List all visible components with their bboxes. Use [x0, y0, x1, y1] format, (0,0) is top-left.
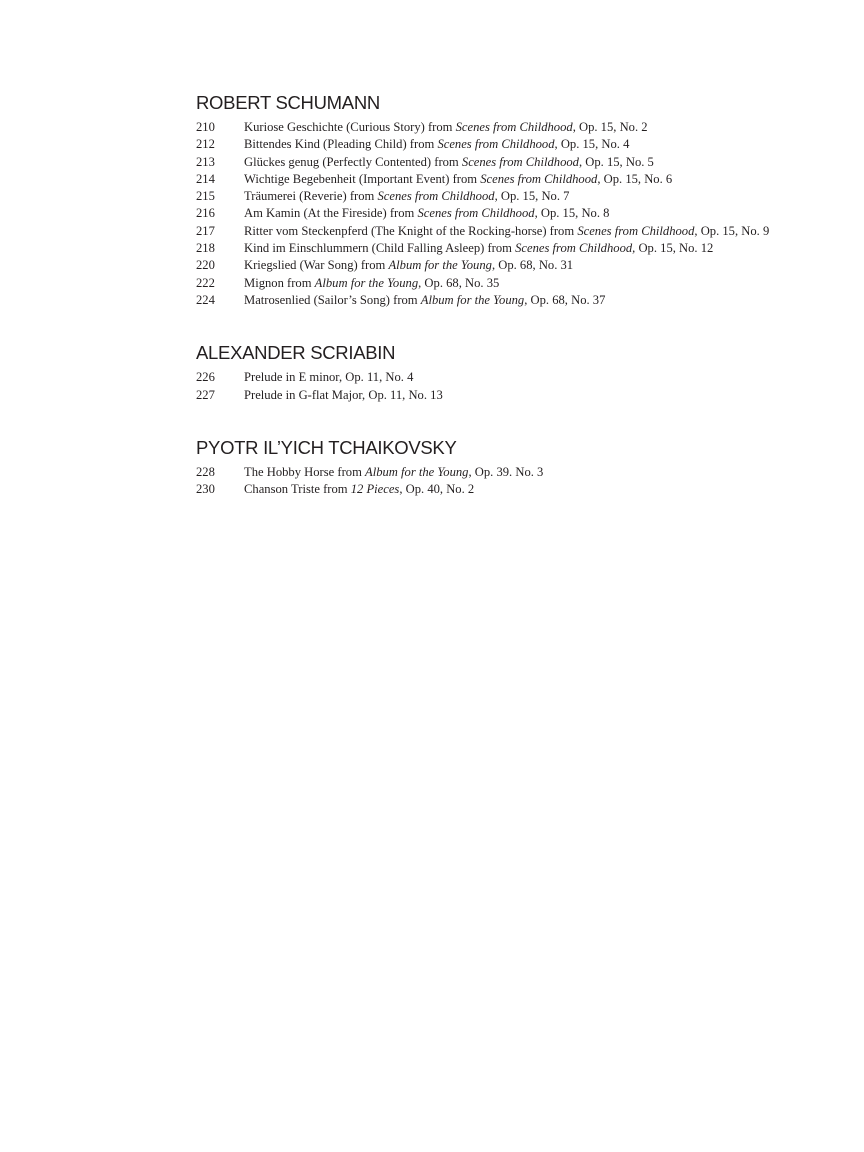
piece-title: Am Kamin (At the Fireside) from Scenes from Childhood, Op. 15, No. 8 — [244, 206, 610, 221]
page-number: 218 — [196, 241, 215, 256]
piece-title: Glückes genug (Perfectly Contented) from Scenes from Childhood, Op. 15, No. 5 — [244, 154, 654, 169]
page-number: 212 — [196, 137, 215, 152]
list-item — [196, 205, 856, 222]
page-number: 216 — [196, 206, 215, 221]
page-number: 227 — [196, 387, 215, 402]
piece-title: Chanson Triste from 12 Pieces, Op. 40, No. 2 — [244, 482, 475, 497]
page-number: 224 — [196, 292, 215, 307]
section-tchaikovsky — [196, 437, 856, 499]
list-item — [196, 171, 856, 188]
list-item — [196, 257, 856, 274]
page-number: 213 — [196, 154, 215, 169]
piece-title: Mignon from Album for the Young, Op. 68, No. 35 — [244, 275, 500, 290]
page-number: 214 — [196, 171, 215, 186]
list-item — [196, 223, 856, 240]
piece-title: Ritter vom Steckenpferd (The Knight of the Rocking-horse) from Scenes from Childhood, Op. 15, No. 9 — [244, 223, 770, 238]
list-item — [196, 154, 856, 171]
piece-title: Träumerei (Reverie) from Scenes from Childhood, Op. 15, No. 7 — [244, 189, 570, 204]
list-item — [196, 292, 856, 309]
piece-title: Matrosenlied (Sailor’s Song) from Album for the Young, Op. 68, No. 37 — [244, 292, 606, 307]
page-number: 226 — [196, 370, 215, 385]
piece-title: Kuriose Geschichte (Curious Story) from Scenes from Childhood, Op. 15, No. 2 — [244, 120, 648, 134]
list-item — [196, 464, 856, 481]
page-number: 222 — [196, 275, 215, 290]
list-item — [196, 240, 856, 257]
piece-title: The Hobby Horse from Album for the Young, Op. 39. No. 3 — [244, 464, 544, 479]
piece-title: Bittendes Kind (Pleading Child) from Scenes from Childhood, Op. 15, No. 4 — [244, 137, 630, 152]
page-number: 215 — [196, 189, 215, 204]
composer-heading: PYOTR IL’YICH TCHAIKOVSKY — [196, 436, 457, 458]
section-scriabin — [196, 342, 856, 404]
list-item — [196, 369, 856, 386]
section-schumann — [196, 92, 856, 309]
page-number: 230 — [196, 482, 215, 497]
list-item — [196, 188, 856, 205]
piece-title: Prelude in E minor, Op. 11, No. 4 — [244, 370, 414, 385]
page-number: 228 — [196, 464, 215, 479]
list-item — [196, 275, 856, 292]
composer-heading: ROBERT SCHUMANN — [196, 92, 380, 113]
table-of-contents — [196, 92, 856, 531]
piece-title: Kind im Einschlummern (Child Falling Asleep) from Scenes from Childhood, Op. 15, No. 12 — [244, 241, 714, 256]
list-item — [196, 136, 856, 153]
page-number: 220 — [196, 258, 215, 273]
composer-heading: ALEXANDER SCRIABIN — [196, 342, 396, 364]
list-item — [196, 481, 856, 498]
piece-title: Prelude in G-flat Major, Op. 11, No. 13 — [244, 387, 443, 402]
piece-title: Wichtige Begebenheit (Important Event) from Scenes from Childhood, Op. 15, No. 6 — [244, 171, 673, 186]
page-number: 217 — [196, 223, 215, 238]
list-item — [196, 119, 856, 136]
list-item — [196, 387, 856, 404]
piece-title: Kriegslied (War Song) from Album for the Young, Op. 68, No. 31 — [244, 258, 574, 273]
page-number: 210 — [196, 120, 215, 134]
